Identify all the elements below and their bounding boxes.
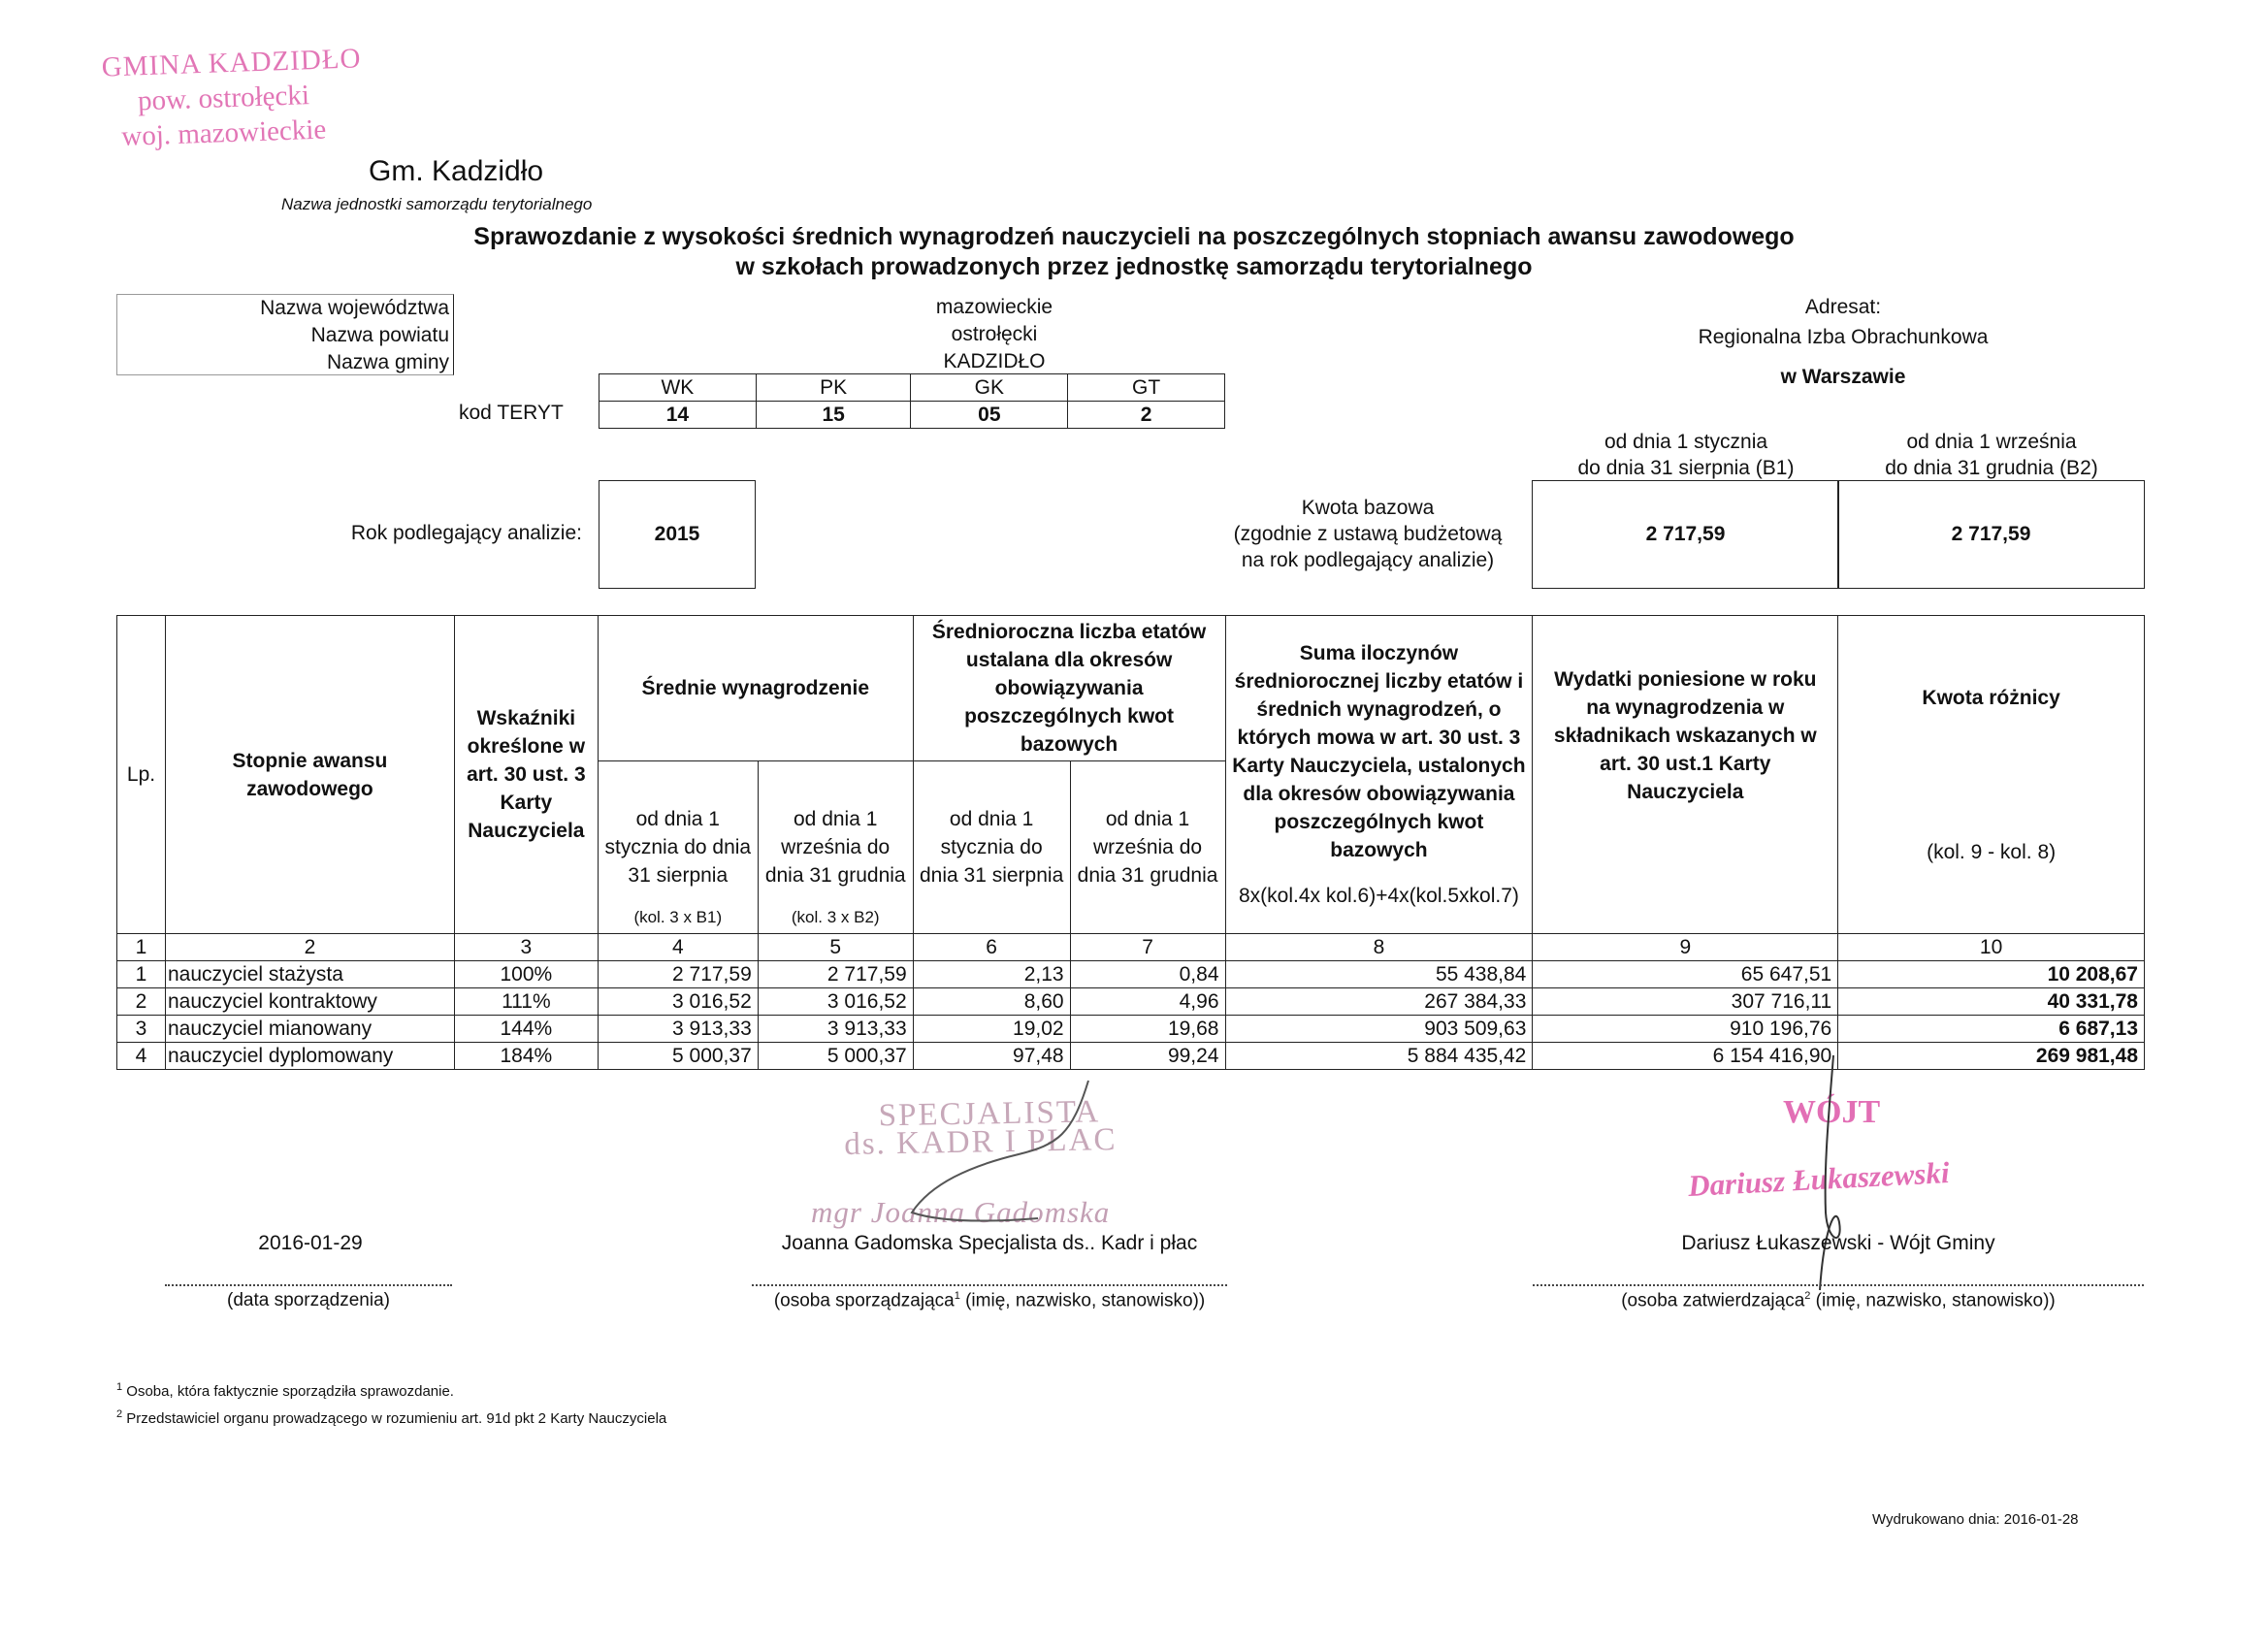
row-difference: 40 331,78	[1838, 988, 2145, 1016]
period-b1-line-1: od dnia 1 stycznia	[1604, 431, 1768, 453]
table-row	[117, 988, 2145, 1016]
year-value-box	[599, 480, 756, 589]
date-value: 2016-01-29	[258, 1232, 363, 1254]
header-product-sum-formula: 8x(kol.4x kol.6)+4x(kol.5xkol.7)	[1239, 885, 1519, 907]
county-value: ostrołęcki	[951, 323, 1038, 345]
row-fte-b2: 0,84	[1070, 961, 1225, 988]
header-avg-salary-b2	[758, 761, 913, 934]
approver-caption	[1533, 1290, 2144, 1311]
approver-caption-a: (osoba zatwierdzająca	[1621, 1290, 1805, 1311]
date-caption: (data sporządzenia)	[227, 1290, 390, 1310]
teryt-header-wk: WK	[599, 374, 757, 402]
row-lp: 2	[117, 988, 166, 1016]
row-ratio: 111%	[454, 988, 598, 1016]
row-difference: 269 981,48	[1838, 1043, 2145, 1070]
row-ratio: 100%	[454, 961, 598, 988]
col-number: 2	[165, 934, 454, 961]
row-fte-b1: 2,13	[913, 961, 1070, 988]
row-grade: nauczyciel dyplomowany	[165, 1043, 454, 1070]
row-grade: nauczyciel mianowany	[165, 1016, 454, 1043]
approver-caption-b: (imię, nazwisko, stanowisko))	[1810, 1290, 2056, 1311]
row-avg-b1: 5 000,37	[598, 1043, 758, 1070]
voivodeship-label: Nazwa województwa	[260, 297, 449, 319]
approver-value: Dariusz Łukaszewski - Wójt Gminy	[1681, 1232, 1995, 1254]
col-number: 6	[913, 934, 1070, 961]
col-number: 9	[1533, 934, 1838, 961]
row-expenses: 910 196,76	[1533, 1016, 1838, 1043]
row-lp: 1	[117, 961, 166, 988]
period-b1	[1533, 429, 1839, 481]
year-value: 2015	[654, 523, 700, 545]
header-avg-salary-b1-formula: (kol. 3 x B1)	[633, 908, 723, 926]
addressee-city: w Warszawie	[1780, 366, 1906, 388]
base-b2-box	[1837, 480, 2145, 589]
voivodeship-value: mazowieckie	[935, 296, 1053, 318]
footnote-2-text: Przedstawiciel organu prowadzącego w rozumieniu art. 91d pkt 2 Karty Nauczyciela	[126, 1410, 667, 1427]
base-b1-box	[1532, 480, 1839, 589]
specialist-signature	[873, 1077, 1106, 1232]
row-difference: 10 208,67	[1838, 961, 2145, 988]
year-label: Rok podlegający analizie:	[350, 522, 582, 544]
header-avg-salary-b1	[598, 761, 758, 934]
wojt-stamp-name: Dariusz Łukaszewski	[1687, 1154, 1951, 1204]
specialist-stamp-line-2: ds. KADR I PŁAC	[843, 1122, 1118, 1162]
stamp-line-3: woj. mazowieckie	[120, 113, 327, 152]
period-b1-line-2: do dnia 31 sierpnia (B1)	[1577, 457, 1795, 479]
table-row	[117, 961, 2145, 988]
base-b1-value: 2 717,59	[1645, 523, 1726, 545]
row-avg-b2: 2 717,59	[758, 961, 913, 988]
base-label-line-2: (zgodnie z ustawą budżetową	[1233, 523, 1503, 545]
region-label-box	[116, 294, 454, 375]
row-avg-b2: 3 913,33	[758, 1016, 913, 1043]
teryt-header-gt: GT	[1068, 374, 1225, 402]
col-number: 8	[1225, 934, 1533, 961]
period-b2-line-2: do dnia 31 grudnia (B2)	[1885, 457, 2098, 479]
commune-value: KADZIDŁO	[943, 350, 1046, 372]
row-product-sum: 55 438,84	[1225, 961, 1533, 988]
preparer-caption	[752, 1290, 1227, 1311]
header-product-sum	[1225, 616, 1533, 934]
row-difference: 6 687,13	[1838, 1016, 2145, 1043]
row-product-sum: 267 384,33	[1225, 988, 1533, 1016]
preparer-caption-sup: 1	[954, 1290, 960, 1302]
teryt-value-pk: 15	[756, 402, 911, 429]
header-avg-salary-b1-text: od dnia 1 stycznia do dnia 31 sierpnia	[604, 808, 752, 887]
addressee-name: Regionalna Izba Obrachunkowa	[1698, 326, 1989, 348]
teryt-header-gk: GK	[911, 374, 1068, 402]
teryt-table	[599, 373, 1225, 429]
report-title	[0, 223, 2268, 281]
preparer-caption-b: (imię, nazwisko, stanowisko))	[959, 1290, 1206, 1311]
period-b2-line-1: od dnia 1 września	[1906, 431, 2077, 453]
row-lp: 4	[117, 1043, 166, 1070]
header-difference	[1838, 616, 2145, 934]
header-lp: Lp.	[117, 616, 166, 934]
stamp-line-1: GMINA KADZIDŁO	[101, 43, 362, 83]
row-fte-b2: 19,68	[1070, 1016, 1225, 1043]
col-number: 10	[1838, 934, 2145, 961]
date-dotline	[165, 1284, 452, 1286]
wojt-stamp: WÓJT	[1783, 1094, 1881, 1130]
addressee-label: Adresat:	[1804, 296, 1882, 318]
row-avg-b1: 3 016,52	[598, 988, 758, 1016]
row-product-sum: 903 509,63	[1225, 1016, 1533, 1043]
preparer-value: Joanna Gadomska Specjalista ds.. Kadr i płac	[781, 1232, 1198, 1254]
base-amount-label	[1203, 495, 1533, 573]
header-difference-text: Kwota różnicy	[1922, 686, 2060, 709]
base-label-line-3: na rok podlegający analizie)	[1241, 549, 1495, 571]
municipality-stamp	[101, 39, 415, 154]
row-ratio: 184%	[454, 1043, 598, 1070]
specialist-stamp-line-1: SPECJALISTA	[878, 1094, 1101, 1134]
row-avg-b2: 5 000,37	[758, 1043, 913, 1070]
row-avg-b1: 3 913,33	[598, 1016, 758, 1043]
salary-table	[116, 615, 2145, 1070]
approver-caption-sup: 2	[1804, 1290, 1811, 1302]
row-fte-b2: 99,24	[1070, 1043, 1225, 1070]
column-number-row	[117, 934, 2145, 961]
header-expenses	[1533, 616, 1838, 934]
footnote-2-sup: 2	[116, 1408, 123, 1420]
header-fte-b2: od dnia 1 września do dnia 31 grudnia	[1070, 761, 1225, 934]
col-number: 1	[117, 934, 166, 961]
header-avg-salary-b2-formula: (kol. 3 x B2)	[791, 908, 880, 926]
specialist-stamp-name: mgr Joanna Gadomska	[811, 1195, 1111, 1229]
row-fte-b2: 4,96	[1070, 988, 1225, 1016]
header-avg-salary: Średnie wynagrodzenie	[598, 616, 913, 761]
preparer-caption-a: (osoba sporządzająca	[773, 1290, 955, 1311]
row-avg-b2: 3 016,52	[758, 988, 913, 1016]
footnote-1-sup: 1	[116, 1381, 123, 1393]
title-line-2: w szkołach prowadzonych przez jednostkę samorządu terytorialnego	[735, 253, 1533, 280]
wojt-signature	[1795, 1048, 1872, 1300]
row-ratio: 144%	[454, 1016, 598, 1043]
col-number: 3	[454, 934, 598, 961]
stamp-line-2: pow. ostrołęcki	[137, 80, 310, 117]
footnote-2	[116, 1408, 666, 1427]
row-fte-b1: 8,60	[913, 988, 1070, 1016]
row-expenses: 307 716,11	[1533, 988, 1838, 1016]
header-expenses-text: Wydatki poniesione w roku na wynagrodzenia w składnikach wskazanych w art. 30 ust.1 Karty Nauczyciela	[1553, 668, 1817, 803]
teryt-value-wk: 14	[599, 402, 757, 429]
row-grade: nauczyciel kontraktowy	[165, 988, 454, 1016]
col-number: 4	[598, 934, 758, 961]
header-grade: Stopnie awansu zawodowego	[165, 616, 454, 934]
row-fte-b1: 19,02	[913, 1016, 1070, 1043]
printed-date: Wydrukowano dnia: 2016-01-28	[1872, 1511, 2079, 1528]
header-avg-fte: Średnioroczna liczba etatów ustalana dla okresów obowiązywania poszczególnych kwot bazowych	[913, 616, 1225, 761]
col-number: 7	[1070, 934, 1225, 961]
header-ratio: Wskaźniki określone w art. 30 ust. 3 Karty Nauczyciela	[454, 616, 598, 934]
approver-dotline	[1533, 1284, 2144, 1286]
col-number: 5	[758, 934, 913, 961]
title-line-1: Sprawozdanie z wysokości średnich wynagrodzeń nauczycieli na poszczególnych stopniach awansu zawodowego	[473, 223, 1795, 250]
county-label: Nazwa powiatu	[310, 324, 449, 346]
unit-caption: Nazwa jednostki samorządu terytorialnego	[281, 195, 593, 213]
header-fte-b1: od dnia 1 stycznia do dnia 31 sierpnia	[913, 761, 1070, 934]
table-row	[117, 1016, 2145, 1043]
commune-label: Nazwa gminy	[326, 351, 449, 373]
row-avg-b1: 2 717,59	[598, 961, 758, 988]
teryt-value-gk: 05	[911, 402, 1068, 429]
teryt-label: kod TERYT	[459, 402, 564, 424]
region-values	[854, 294, 1135, 375]
period-b2	[1838, 429, 2145, 481]
row-expenses: 6 154 416,90	[1533, 1043, 1838, 1070]
header-avg-salary-b2-text: od dnia 1 września do dnia 31 grudnia	[764, 808, 906, 887]
preparer-dotline	[752, 1284, 1227, 1286]
teryt-value-gt: 2	[1068, 402, 1225, 429]
row-expenses: 65 647,51	[1533, 961, 1838, 988]
header-product-sum-text: Suma iloczynów średniorocznej liczby etatów i średnich wynagrodzeń, o których mowa w art. 30 ust. 3 Karty Nauczyciela, ustalonych dla okresów obowiązywania poszczególnych kwot bazowych	[1232, 642, 1526, 861]
row-lp: 3	[117, 1016, 166, 1043]
row-fte-b1: 97,48	[913, 1043, 1070, 1070]
base-b2-value: 2 717,59	[1951, 523, 2031, 545]
footnote-1-text: Osoba, która faktycznie sporządziła sprawozdanie.	[126, 1383, 454, 1400]
addressee	[1630, 294, 2057, 391]
base-label-line-1: Kwota bazowa	[1301, 497, 1435, 519]
unit-name: Gm. Kadzidło	[369, 155, 544, 187]
footnote-1	[116, 1381, 454, 1400]
row-grade: nauczyciel stażysta	[165, 961, 454, 988]
row-product-sum: 5 884 435,42	[1225, 1043, 1533, 1070]
header-difference-formula: (kol. 9 - kol. 8)	[1927, 840, 2057, 863]
teryt-header-pk: PK	[756, 374, 911, 402]
